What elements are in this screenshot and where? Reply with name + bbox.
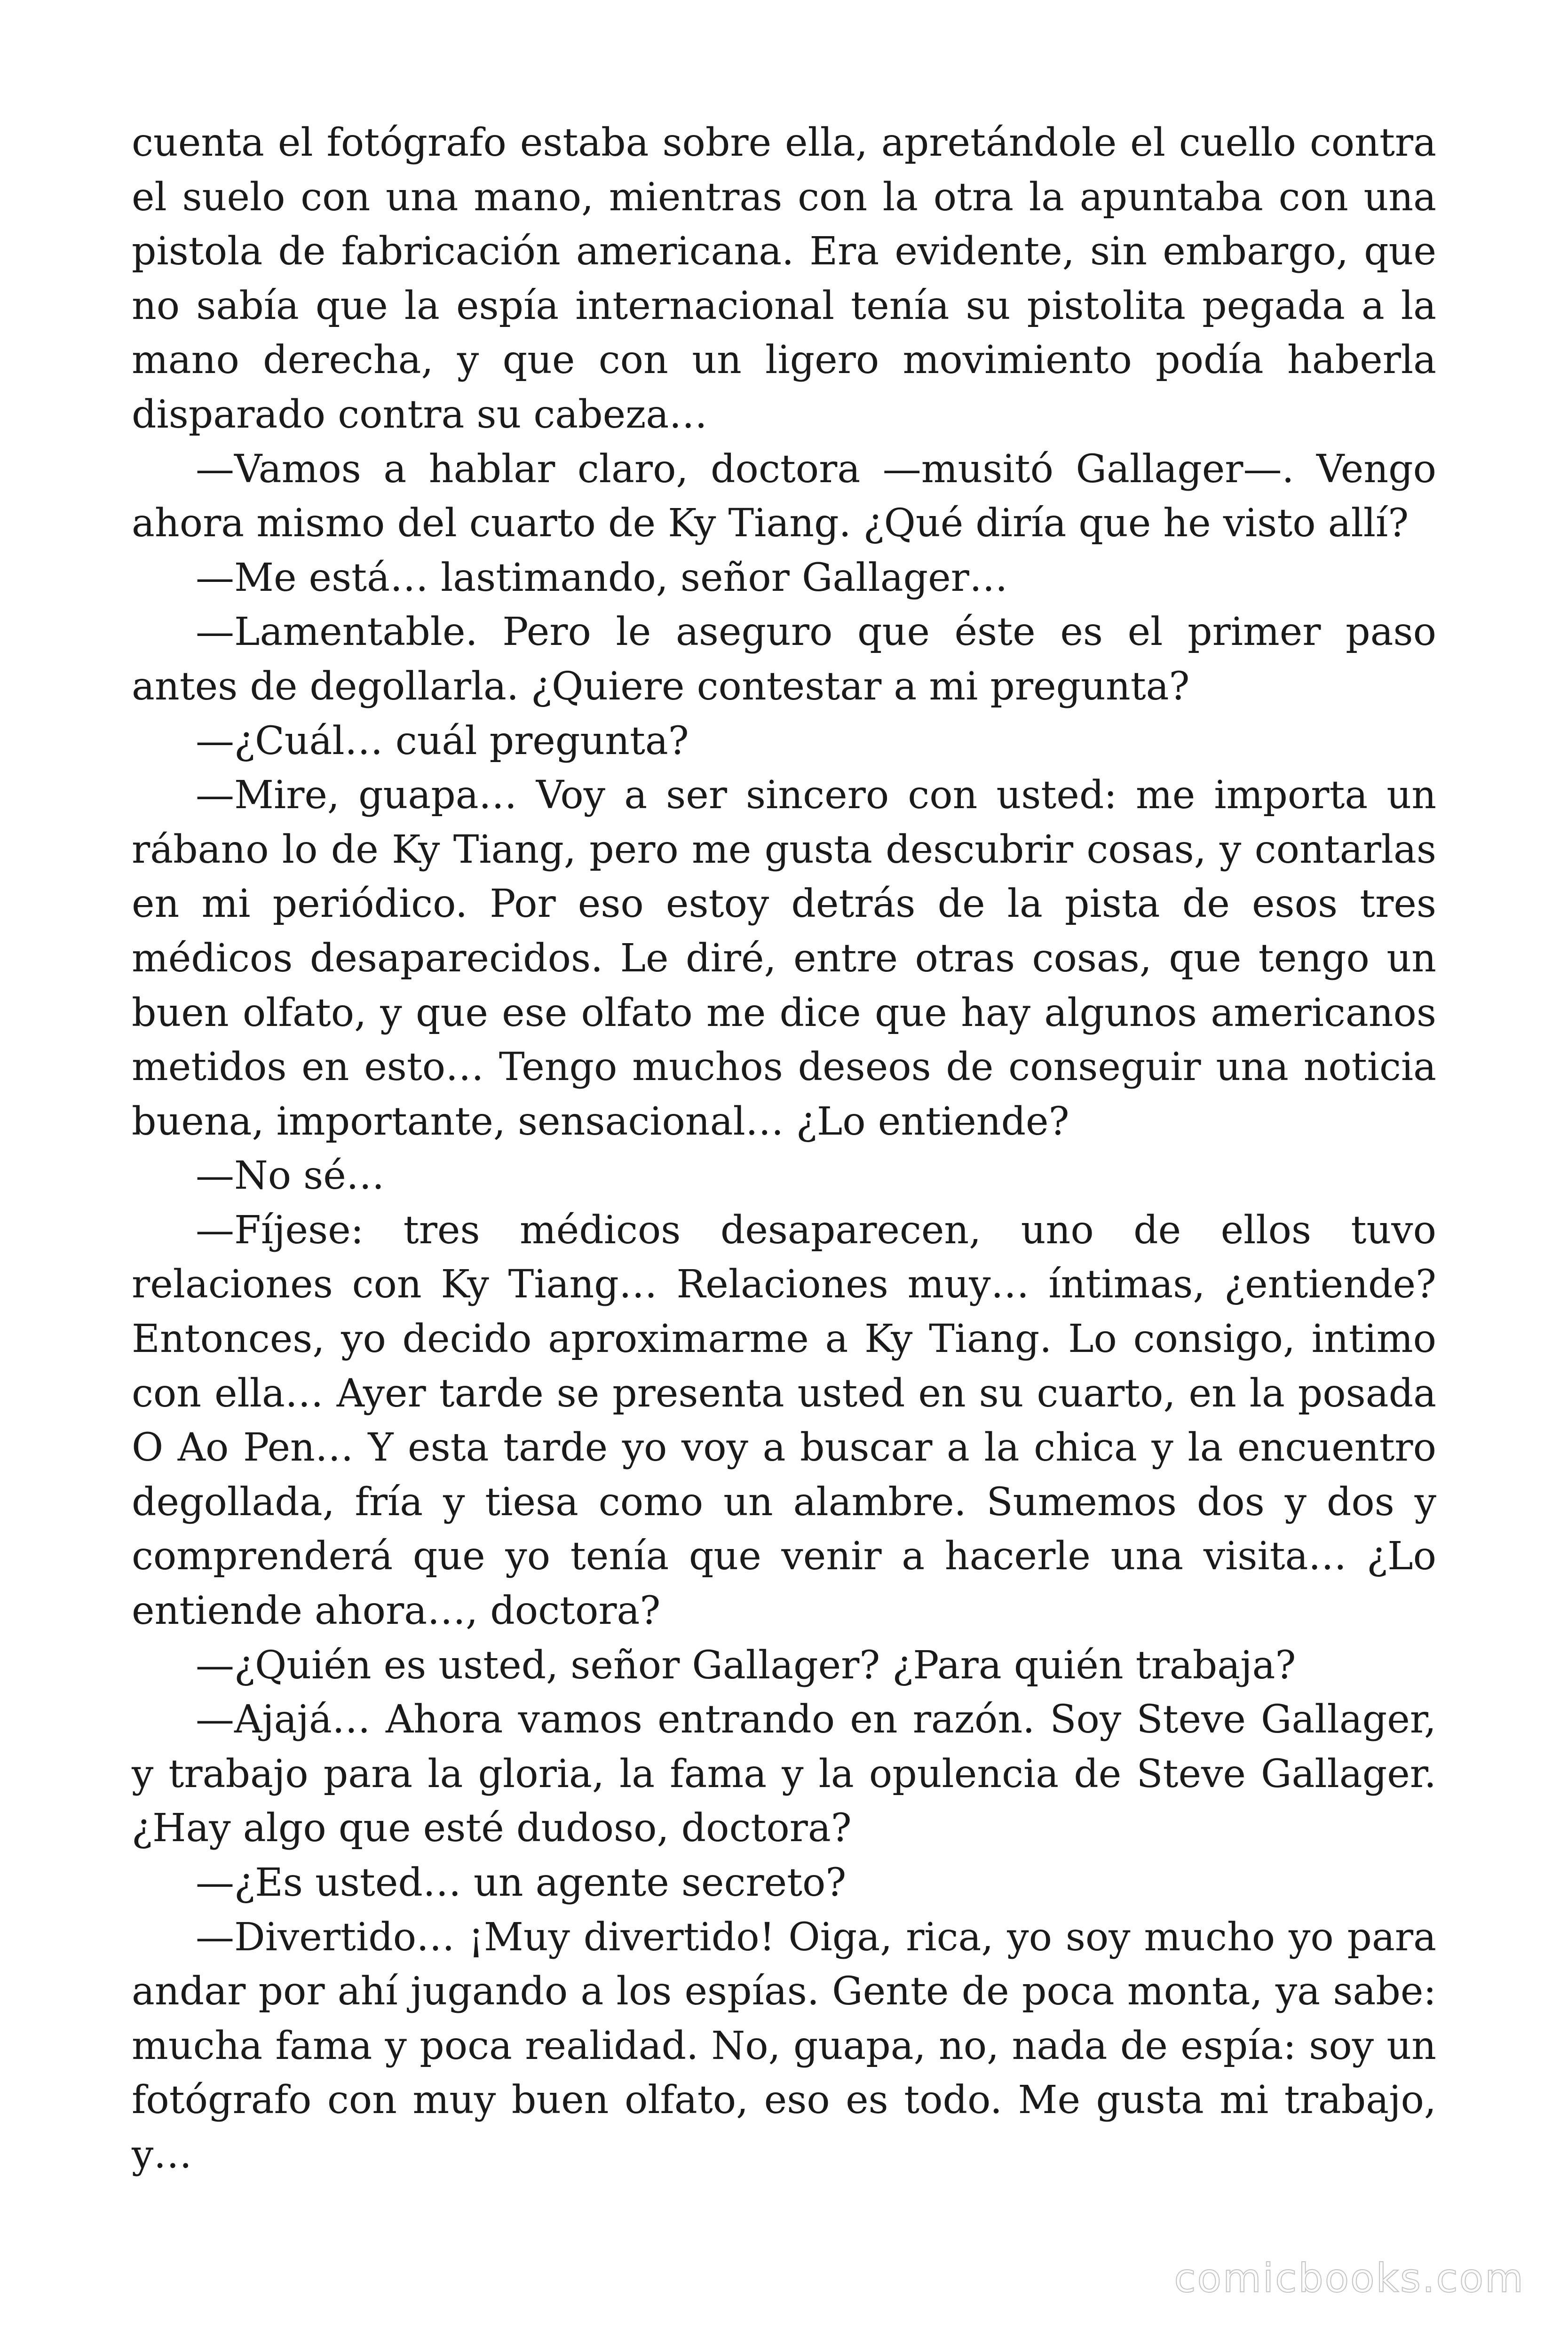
- paragraph: —¿Es usted… un agente secreto?: [196, 1860, 847, 1905]
- paragraph: cuenta el fotógrafo estaba sobre ella, apretándole el cuello contra el suelo con una mano, mientras con la otra la apuntaba con una pistola de fabricación americana. Era evidente, sin embargo, que no sabía que la espía internacional tenía su pistolita pegada a la mano derecha, y que con un ligero movimiento podía haberla disparado contra su cabeza…: [132, 120, 1436, 437]
- paragraph: —Lamentable. Pero le aseguro que éste es el primer paso antes de degollarla. ¿Quiere contestar a mi pregunta?: [132, 610, 1436, 709]
- paragraph: —Fíjese: tres médicos desaparecen, uno de ellos tuvo relaciones con Ky Tiang… Relaciones muy… íntimas, ¿entiende? Entonces, yo decido aproximarme a Ky Tiang. Lo consigo, intimo con ella… Ayer tarde se presenta usted en su cuarto, en la posada O Ao Pen… Y esta tarde yo voy a buscar a la chica y la encuentro degollada, fría y tiesa como un alambre. Sumemos dos y dos y comprenderá que yo tenía que venir a hacerle una visita… ¿Lo entiende ahora…, doctora?: [132, 1208, 1436, 1634]
- paragraph: —Mire, guapa… Voy a ser sincero con usted: me importa un rábano lo de Ky Tiang, pero me gusta descubrir cosas, y contarlas en mi periódico. Por eso estoy detrás de la pista de esos tres médicos desaparecidos. Le diré, entre otras cosas, que tengo un buen olfato, y que ese olfato me dice que hay algunos americanos metidos en esto… Tengo muchos deseos de conseguir una noticia buena, importante, sensacional… ¿Lo entiende?: [132, 773, 1436, 1144]
- paragraph: —¿Quién es usted, señor Gallager? ¿Para quién trabaja?: [196, 1643, 1296, 1688]
- paragraph: —Divertido… ¡Muy divertido! Oiga, rica, yo soy mucho yo para andar por ahí jugando a los espías. Gente de poca monta, ya sabe: mucha fama y poca realidad. No, guapa, no, nada de espía: soy un fotógrafo con muy buen olfato, eso es todo. Me gusta mi trabajo, y…: [132, 1915, 1436, 2177]
- paragraph: —No sé…: [196, 1153, 385, 1199]
- watermark: comicbooks.com: [1174, 2255, 1525, 2301]
- paragraph: —¿Cuál… cuál pregunta?: [196, 718, 689, 763]
- paragraph: —Vamos a hablar claro, doctora —musitó Gallager—. Vengo ahora mismo del cuarto de Ky Tiang. ¿Qué diría que he visto allí?: [132, 446, 1436, 546]
- paragraph: —Ajajá… Ahora vamos entrando en razón. Soy Steve Gallager, y trabajo para la gloria, la fama y la opulencia de Steve Gallager. ¿Hay algo que esté dudoso, doctora?: [132, 1697, 1436, 1851]
- paragraph: —Me está… lastimando, señor Gallager…: [196, 555, 1008, 600]
- page-body: [132, 116, 1436, 2182]
